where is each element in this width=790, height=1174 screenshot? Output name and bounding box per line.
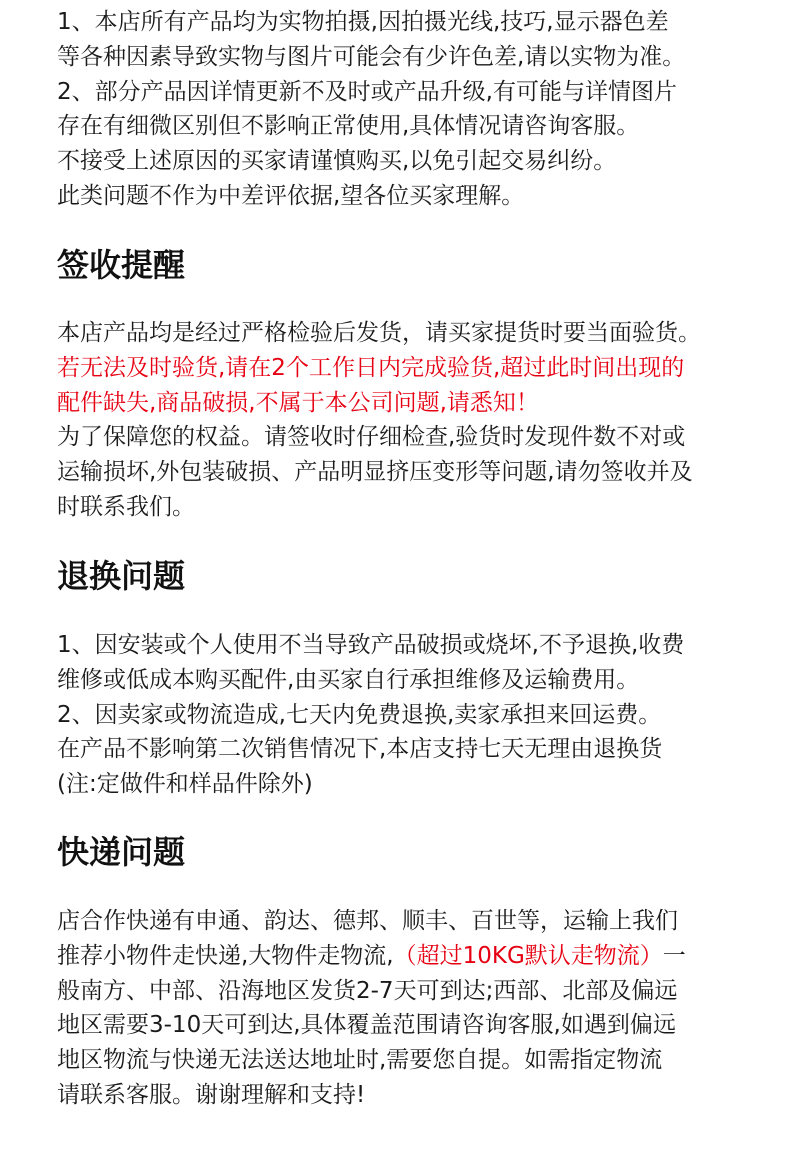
shipping-line-mixed (57, 939, 772, 974)
intro-line: 不接受上述原因的买家请谨慎购买,以免引起交易纠纷。 (57, 148, 617, 175)
intro-line: 此类问题不作为中差评依据,望各位买家理解。 (57, 182, 525, 209)
returns-line: 1、因安装或个人使用不当导致产品破损或烧坏,不予退换,收费 (57, 632, 685, 658)
intro-line: 等各种因素导致实物与图片可能会有少许色差,请以实物为准。 (57, 43, 686, 70)
sign-receipt-heading: 签收提醒 (57, 246, 186, 284)
intro-line: 1、本店所有产品均为实物拍摄,因拍摄光线,技巧,显示器色差 (57, 9, 669, 35)
returns-line: 2、因卖家或物流造成,七天内免费退换,卖家承担来回运费。 (57, 701, 662, 728)
sign-receipt-line: 本店产品均是经过严格检验后发货，请买家提货时要当面验货。 (57, 320, 701, 346)
sign-receipt-line: 为了保障您的权益。请签收时仔细检查,验货时发现件数不对或 (57, 424, 686, 451)
sign-receipt-line: 时联系我们。 (57, 493, 195, 520)
shipping-weight-note: （超过10KG默认走物流） (393, 942, 663, 969)
sign-receipt-warning-line: 若无法及时验货,请在2个工作日内完成验货,超过此时间出现的 (57, 354, 685, 381)
intro-notice (57, 5, 772, 214)
returns-line: (注:定做件和样品件除外) (57, 771, 313, 798)
shipping-line: 请联系客服。谢谢理解和支持! (57, 1081, 366, 1108)
returns-line: 在产品不影响第二次销售情况下,本店支持七天无理由退换货 (57, 736, 663, 763)
shipping-line-text: 一 (662, 942, 686, 969)
returns-section (57, 628, 772, 802)
returns-heading: 退换问题 (57, 557, 186, 595)
intro-line: 存在有细微区别但不影响正常使用,具体情况请咨询客服。 (57, 113, 640, 140)
sign-receipt-section (57, 316, 772, 525)
shipping-line: 店合作快递有申通、韵达、德邦、顺丰、百世等，运输上我们 (57, 908, 678, 934)
shipping-line: 般南方、中部、沿海地区发货2-7天可到达;西部、北部及偏远 (57, 977, 678, 1004)
shipping-line-text: 推荐小物件走快递,大物件走物流, (57, 942, 394, 969)
shipping-section (57, 904, 772, 1113)
shipping-line: 地区物流与快递无法送达地址时,需要您自提。如需指定物流 (57, 1047, 663, 1074)
shipping-heading: 快递问题 (57, 833, 186, 871)
returns-line: 维修或低成本购买配件,由买家自行承担维修及运输费用。 (57, 666, 640, 693)
sign-receipt-warning-line: 配件缺失,商品破损,不属于本公司问题,请悉知！ (57, 389, 539, 416)
sign-receipt-line: 运输损坏,外包装破损、产品明显挤压变形等问题,请勿签收并及 (57, 459, 693, 486)
intro-line: 2、部分产品因详情更新不及时或产品升级,有可能与详情图片 (57, 78, 677, 105)
shipping-line: 地区需要3-10天可到达,具体覆盖范围请咨询客服,如遇到偏远 (57, 1012, 676, 1039)
